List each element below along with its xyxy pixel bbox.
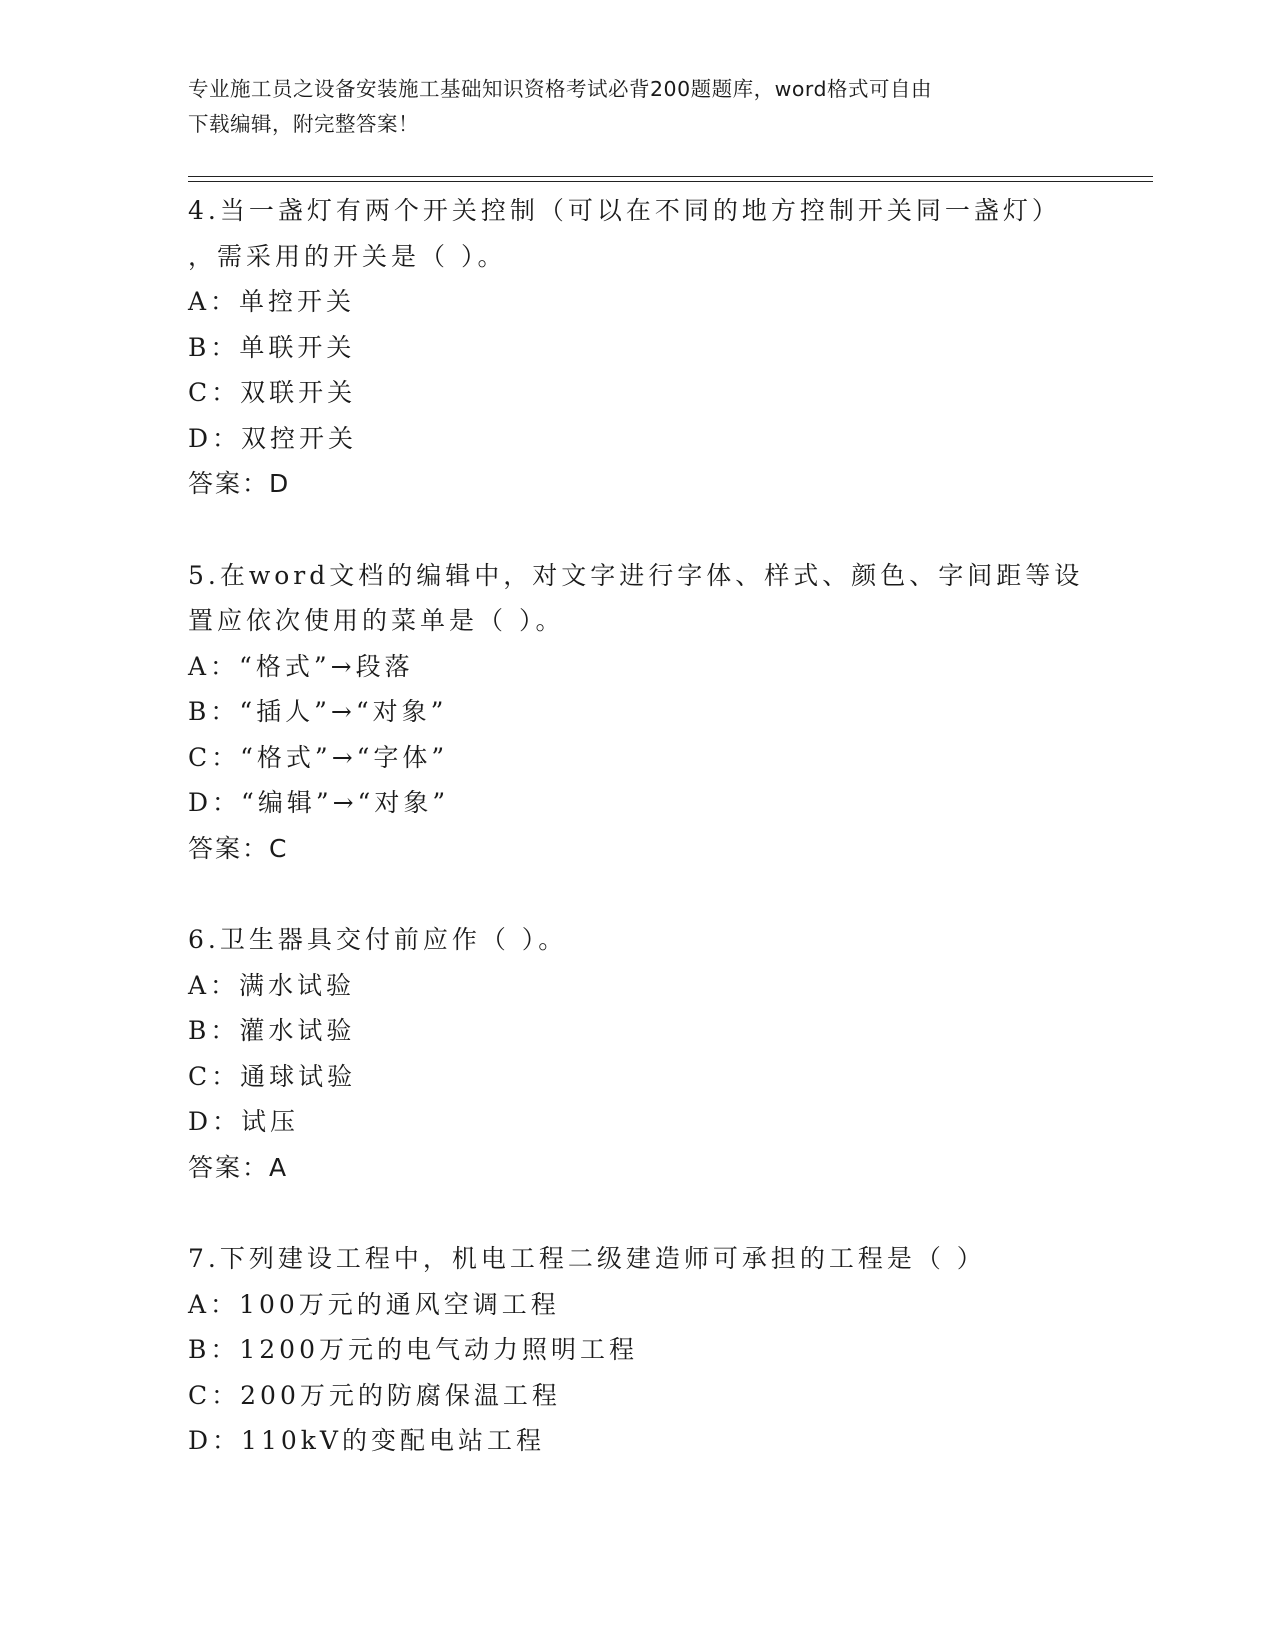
question-stem-line: 6.卫生器具交付前应作（ ）。: [188, 925, 568, 954]
header-divider-top: [188, 176, 1153, 177]
question-4: [188, 188, 1088, 507]
option-b: B：单联开关: [188, 332, 356, 362]
question-6: [188, 917, 1088, 1190]
option-b: B：“插人”→“对象”: [188, 697, 448, 726]
question-list: [188, 188, 1088, 1510]
option-c: C：“格式”→“字体”: [188, 742, 449, 772]
question-5: [188, 553, 1088, 872]
option-a: A：100万元的通风空调工程: [188, 1289, 560, 1319]
option-d: D：“编辑”→“对象”: [188, 788, 450, 817]
header-line-2: 下载编辑，附完整答案！: [188, 112, 419, 136]
question-7: [188, 1236, 1088, 1464]
option-c: C：双联开关: [188, 378, 357, 407]
option-a: A：“格式”→段落: [188, 651, 414, 681]
question-stem-line: 4.当一盏灯有两个开关控制（可以在不同的地方控制开关同一盏灯）: [188, 196, 1061, 225]
question-stem-line: 7.下列建设工程中，机电工程二级建造师可承担的工程是（ ）: [188, 1244, 986, 1273]
answer-label: 答案：A: [188, 1152, 289, 1182]
option-d: D：试压: [188, 1107, 300, 1136]
header-divider-bottom: [188, 181, 1153, 182]
option-d: D：110kV的变配电站工程: [188, 1426, 545, 1455]
option-c: C：200万元的防腐保温工程: [188, 1380, 561, 1410]
answer-label: 答案：D: [188, 469, 291, 498]
option-b: B：1200万元的电气动力照明工程: [188, 1335, 638, 1364]
option-b: B：灌水试验: [188, 1016, 356, 1045]
option-d: D：双控开关: [188, 423, 358, 453]
document-header: [188, 72, 1088, 142]
answer-label: 答案：C: [188, 833, 289, 863]
question-stem-line: 5.在word文档的编辑中，对文字进行字体、样式、颜色、字间距等设: [188, 560, 1084, 590]
question-stem-line: ，需采用的开关是（ ）。: [188, 241, 507, 271]
header-line-1: 专业施工员之设备安装施工基础知识资格考试必背200题题库，word格式可自由: [188, 77, 933, 101]
option-a: A：单控开关: [188, 287, 356, 316]
option-a: A：满水试验: [188, 970, 356, 1000]
question-stem-line: 置应依次使用的菜单是（ ）。: [188, 606, 565, 635]
option-c: C：通球试验: [188, 1061, 357, 1091]
